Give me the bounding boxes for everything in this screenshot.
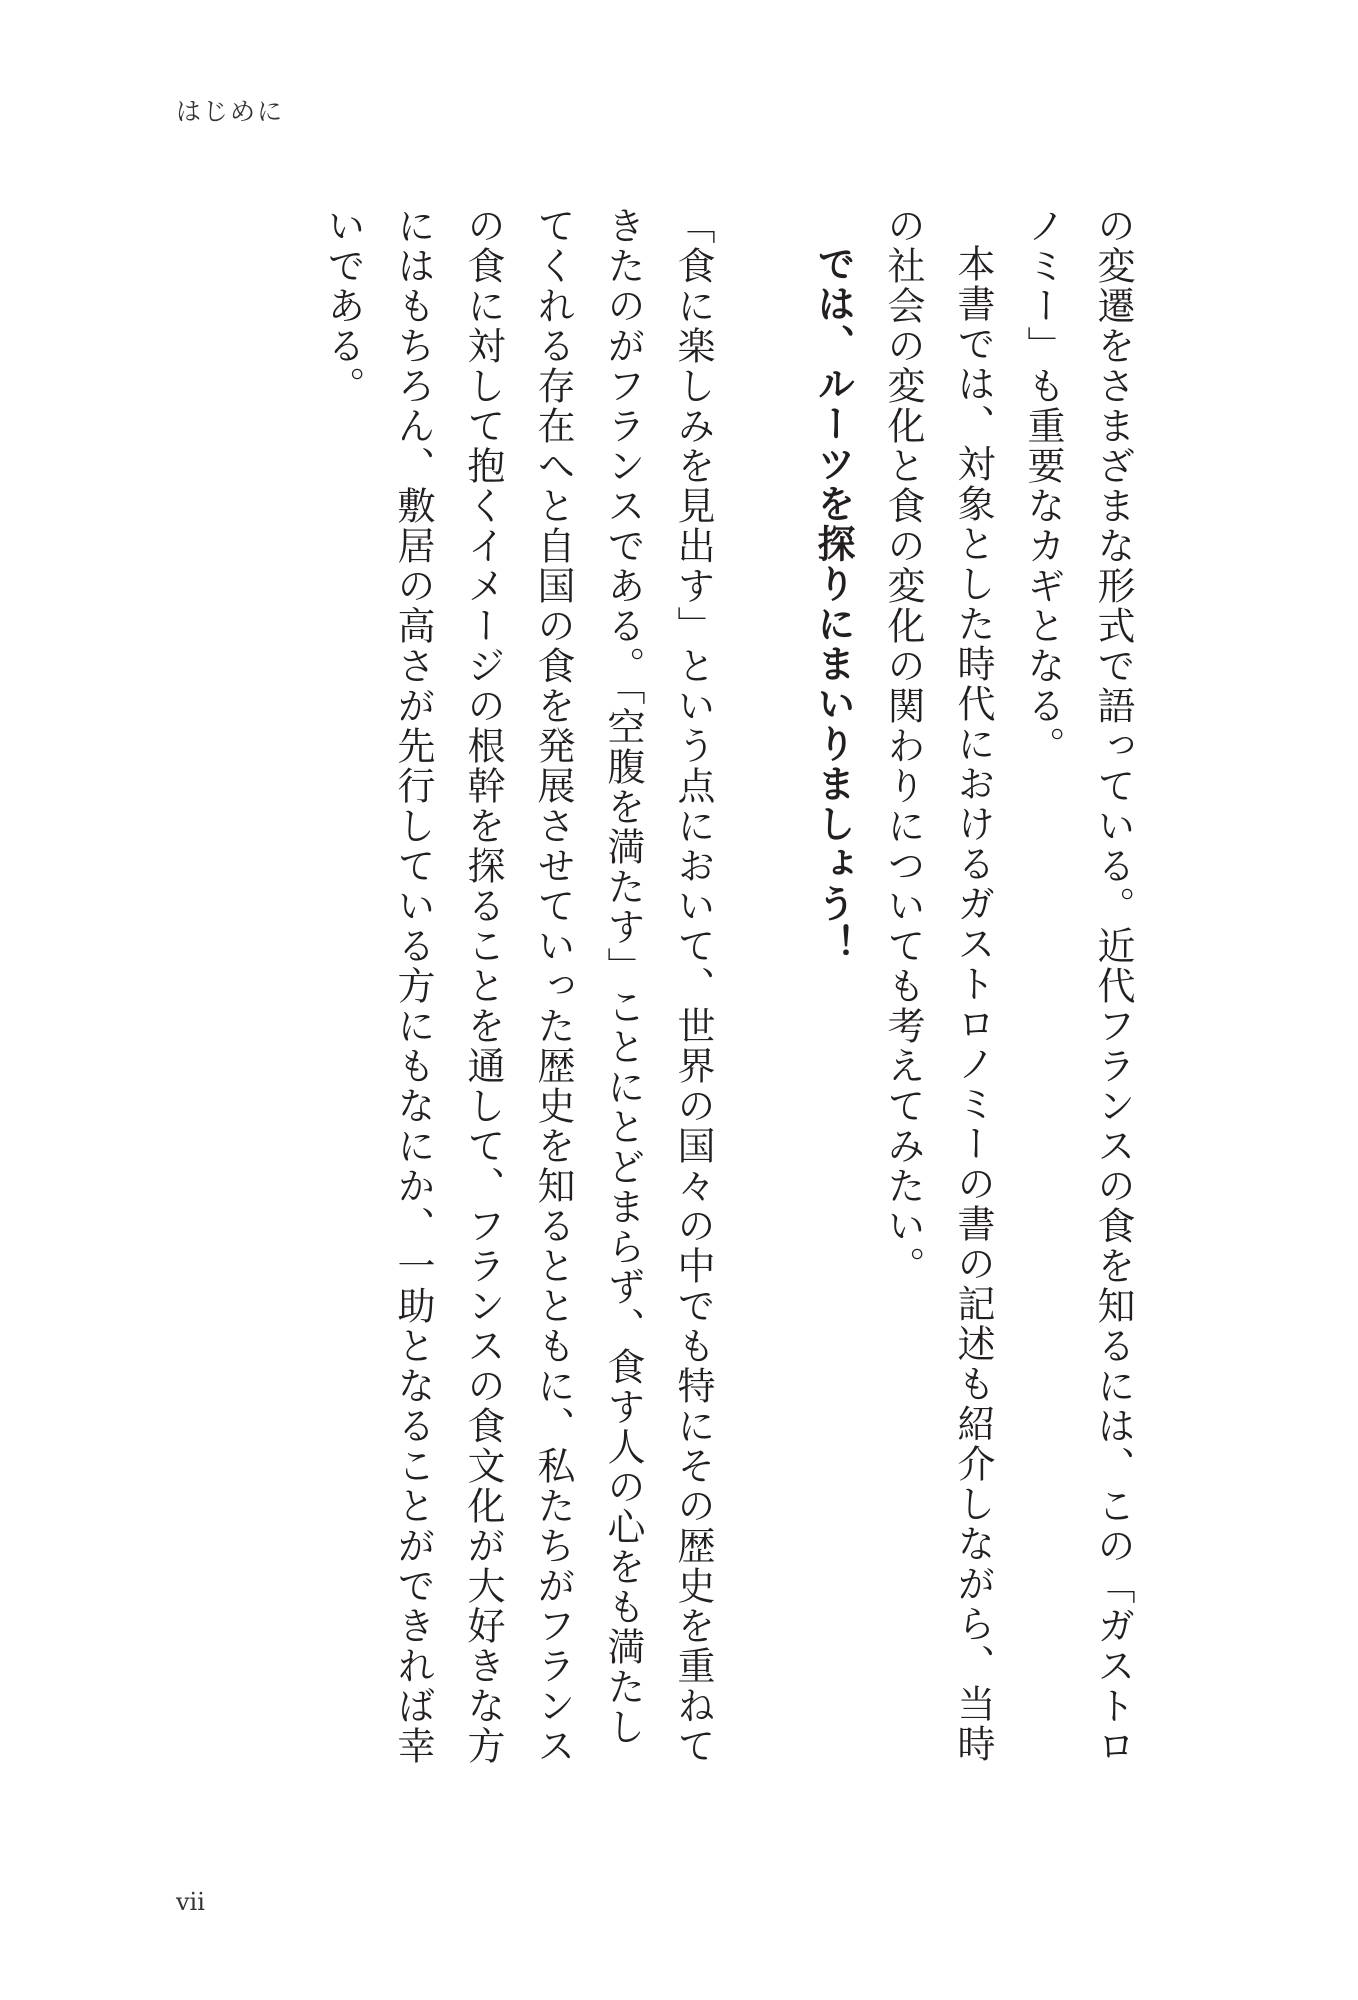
paragraph-continuation: の変遷をさまざまな形式で語っている。近代フランスの食を知るには、この「ガストロノミー」も重要なカギとなる。 — [1021, 206, 1135, 1766]
body-text — [308, 206, 1148, 1766]
paragraph: 本書では、対象とした時代におけるガストロノミーの書の記述も紹介しながら、当時の社会の変化と食の変化の関わりについても考えてみたい。 — [881, 206, 995, 1764]
paragraph: 「食に楽しみを見出す」という点において、世界の国々の中でも特にその歴史を重ねてきたのがフランスである。「空腹を満たす」ことにとどまらず、食す人の心をも満たしてくれる存在へと自国の食を発展させていった歴史を知るとともに、私たちがフランスの食に対して抱くイメージの根幹を探ることを通して、フランスの食文化が大好きな方にはもちろん、敷居の高さが先行している方にもなにか、一助となることができれば幸いである。 — [321, 206, 715, 1766]
running-head: はじめに — [176, 97, 285, 126]
page-number: vii — [176, 1888, 205, 1916]
section-heading: では、ルーツを探りにまいりましょう！ — [811, 244, 855, 964]
